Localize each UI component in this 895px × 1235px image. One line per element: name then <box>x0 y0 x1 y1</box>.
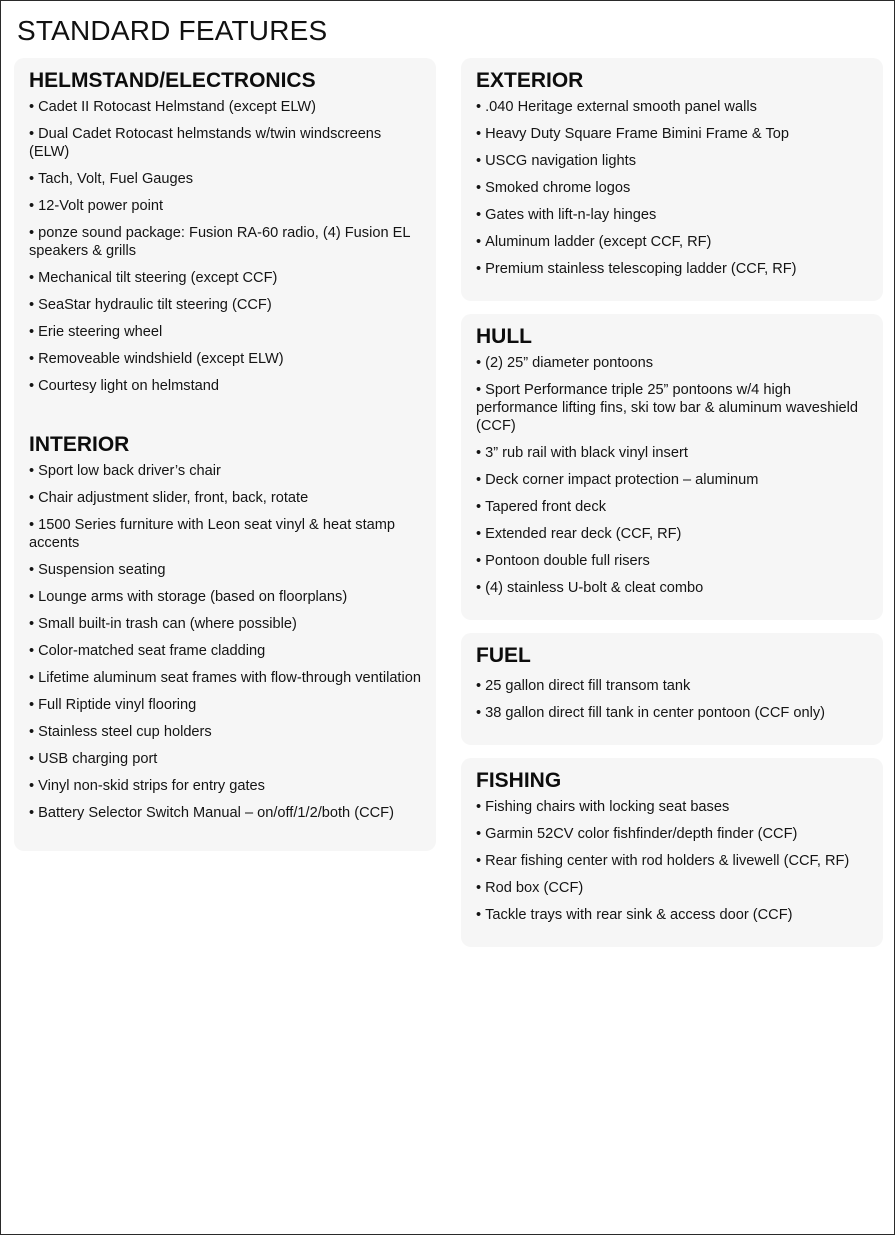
bullet-glyph: • <box>29 99 35 115</box>
bullet-glyph: • <box>476 153 482 169</box>
feature-item <box>29 669 422 687</box>
bullet-glyph: • <box>29 517 35 533</box>
feature-item <box>476 233 869 251</box>
feature-item <box>29 804 422 822</box>
feature-item <box>476 260 869 278</box>
bullet-glyph: • <box>476 853 482 869</box>
bullet-glyph: • <box>29 225 35 241</box>
bullet-glyph: • <box>476 526 482 542</box>
bullet-glyph: • <box>29 616 35 632</box>
bullet-glyph: • <box>29 643 35 659</box>
feature-text: USB charging port <box>38 751 158 767</box>
feature-text: Chair adjustment slider, front, back, rotate <box>38 490 309 506</box>
section-title-fuel: FUEL <box>476 644 531 667</box>
section-title-interior: INTERIOR <box>29 433 130 456</box>
page-title: STANDARD FEATURES <box>17 15 328 46</box>
feature-text: 12-Volt power point <box>38 198 164 214</box>
bullet-glyph: • <box>29 751 35 767</box>
bullet-glyph: • <box>476 382 482 398</box>
feature-item <box>476 498 869 516</box>
section-title-exterior: EXTERIOR <box>476 69 584 92</box>
bullet-glyph: • <box>476 826 482 842</box>
exterior-panel <box>461 58 883 301</box>
feature-item <box>476 152 869 170</box>
feature-text: Vinyl non-skid strips for entry gates <box>38 778 265 794</box>
feature-text: Tackle trays with rear sink & access door (CCF) <box>485 907 793 923</box>
feature-text: Suspension seating <box>38 562 166 578</box>
bullet-glyph: • <box>29 805 35 821</box>
feature-text: Color-matched seat frame cladding <box>38 643 266 659</box>
feature-item <box>29 98 422 116</box>
bullet-glyph: • <box>29 351 35 367</box>
feature-item <box>476 825 869 843</box>
fishing-panel <box>461 758 883 947</box>
feature-item <box>29 197 422 215</box>
fishing-list <box>476 798 869 924</box>
feature-text: SeaStar hydraulic tilt steering (CCF) <box>38 297 272 313</box>
bullet-glyph: • <box>29 670 35 686</box>
bullet-glyph: • <box>29 378 35 394</box>
feature-text: Sport Performance triple 25” pontoons w/4 high performance lifting fins, ski tow bar & aluminum waveshield (CCF) <box>476 382 859 434</box>
feature-text: Fishing chairs with locking seat bases <box>485 799 730 815</box>
feature-text: Tapered front deck <box>485 499 606 515</box>
feature-text: Garmin 52CV color fishfinder/depth finder (CCF) <box>485 826 798 842</box>
feature-text: Pontoon double full risers <box>485 553 650 569</box>
fuel-list <box>476 677 869 722</box>
helmstand-interior-panel <box>14 58 436 851</box>
feature-text: Full Riptide vinyl flooring <box>38 697 197 713</box>
feature-item <box>476 354 869 372</box>
feature-item <box>476 852 869 870</box>
feature-item <box>29 750 422 768</box>
bullet-glyph: • <box>29 198 35 214</box>
feature-text: Removeable windshield (except ELW) <box>38 351 284 367</box>
feature-item <box>476 552 869 570</box>
feature-text: Smoked chrome logos <box>485 180 631 196</box>
feature-item <box>29 516 422 552</box>
feature-text: Rear fishing center with rod holders & livewell (CCF, RF) <box>485 853 850 869</box>
feature-text: ponze sound package: Fusion RA-60 radio, (4) Fusion EL speakers & grills <box>29 225 410 259</box>
bullet-glyph: • <box>29 562 35 578</box>
bullet-glyph: • <box>476 180 482 196</box>
section-title-helmstand: HELMSTAND/ELECTRONICS <box>29 69 316 92</box>
bullet-glyph: • <box>29 324 35 340</box>
feature-text: Erie steering wheel <box>38 324 163 340</box>
feature-text: Tach, Volt, Fuel Gauges <box>38 171 194 187</box>
feature-item <box>29 377 422 395</box>
hull-list <box>476 354 869 597</box>
feature-text: Deck corner impact protection – aluminum <box>485 472 759 488</box>
feature-item <box>29 588 422 606</box>
feature-text: Aluminum ladder (except CCF, RF) <box>485 234 712 250</box>
fuel-panel <box>461 633 883 745</box>
bullet-glyph: • <box>29 126 35 142</box>
bullet-glyph: • <box>476 799 482 815</box>
feature-item <box>29 350 422 368</box>
helmstand-list <box>29 98 422 395</box>
feature-text: Rod box (CCF) <box>485 880 584 896</box>
bullet-glyph: • <box>476 678 482 694</box>
feature-item <box>476 579 869 597</box>
feature-text: Stainless steel cup holders <box>38 724 212 740</box>
bullet-glyph: • <box>476 580 482 596</box>
feature-item <box>29 269 422 287</box>
feature-item <box>476 906 869 924</box>
feature-text: Heavy Duty Square Frame Bimini Frame & Top <box>485 126 789 142</box>
feature-text: Gates with lift-n-lay hinges <box>485 207 657 223</box>
feature-text: Courtesy light on helmstand <box>38 378 220 394</box>
feature-text: USCG navigation lights <box>485 153 636 169</box>
feature-text: Sport low back driver’s chair <box>38 463 221 479</box>
feature-item <box>476 179 869 197</box>
feature-item <box>476 125 869 143</box>
bullet-glyph: • <box>29 297 35 313</box>
feature-item <box>29 296 422 314</box>
feature-item <box>29 170 422 188</box>
feature-text: (4) stainless U-bolt & cleat combo <box>485 580 704 596</box>
bullet-glyph: • <box>29 490 35 506</box>
feature-item <box>29 723 422 741</box>
bullet-glyph: • <box>29 778 35 794</box>
feature-item <box>29 561 422 579</box>
feature-item <box>476 879 869 897</box>
feature-text: Dual Cadet Rotocast helmstands w/twin windscreens (ELW) <box>29 126 382 160</box>
feature-text: (2) 25” diameter pontoons <box>485 355 654 371</box>
feature-item <box>29 125 422 161</box>
feature-item <box>29 777 422 795</box>
feature-item <box>29 642 422 660</box>
feature-item <box>29 323 422 341</box>
feature-text: Lifetime aluminum seat frames with flow-through ventilation <box>38 670 421 686</box>
bullet-glyph: • <box>29 589 35 605</box>
feature-item <box>476 525 869 543</box>
feature-item <box>476 471 869 489</box>
interior-list <box>29 462 422 822</box>
bullet-glyph: • <box>29 724 35 740</box>
section-title-fishing: FISHING <box>476 769 562 792</box>
bullet-glyph: • <box>476 445 482 461</box>
feature-text: 25 gallon direct fill transom tank <box>485 678 691 694</box>
feature-text: .040 Heritage external smooth panel walls <box>485 99 757 115</box>
feature-item <box>476 704 869 722</box>
exterior-list <box>476 98 869 278</box>
bullet-glyph: • <box>476 234 482 250</box>
bullet-glyph: • <box>476 553 482 569</box>
bullet-glyph: • <box>476 499 482 515</box>
right-column <box>461 58 883 960</box>
feature-text: Extended rear deck (CCF, RF) <box>485 526 682 542</box>
feature-item <box>476 381 869 435</box>
bullet-glyph: • <box>476 261 482 277</box>
bullet-glyph: • <box>476 126 482 142</box>
section-title-hull: HULL <box>476 325 532 348</box>
bullet-glyph: • <box>476 472 482 488</box>
bullet-glyph: • <box>29 697 35 713</box>
feature-text: Mechanical tilt steering (except CCF) <box>38 270 278 286</box>
feature-item <box>476 444 869 462</box>
feature-text: Premium stainless telescoping ladder (CCF, RF) <box>485 261 797 277</box>
bullet-glyph: • <box>29 270 35 286</box>
bullet-glyph: • <box>476 99 482 115</box>
feature-text: 38 gallon direct fill tank in center pontoon (CCF only) <box>485 705 825 721</box>
feature-item <box>476 206 869 224</box>
feature-item <box>29 615 422 633</box>
bullet-glyph: • <box>476 207 482 223</box>
feature-item <box>29 224 422 260</box>
feature-item <box>476 677 869 695</box>
hull-panel <box>461 314 883 620</box>
bullet-glyph: • <box>476 705 482 721</box>
left-column <box>14 58 436 864</box>
feature-text: Small built-in trash can (where possible) <box>38 616 297 632</box>
feature-text: 3” rub rail with black vinyl insert <box>485 445 688 461</box>
bullet-glyph: • <box>476 907 482 923</box>
feature-text: Cadet II Rotocast Helmstand (except ELW) <box>38 99 317 115</box>
feature-item <box>476 98 869 116</box>
bullet-glyph: • <box>476 355 482 371</box>
bullet-glyph: • <box>476 880 482 896</box>
feature-item <box>29 462 422 480</box>
feature-text: Battery Selector Switch Manual – on/off/1/2/both (CCF) <box>38 805 394 821</box>
feature-item <box>29 489 422 507</box>
bullet-glyph: • <box>29 463 35 479</box>
feature-item <box>476 798 869 816</box>
feature-text: Lounge arms with storage (based on floorplans) <box>38 589 348 605</box>
bullet-glyph: • <box>29 171 35 187</box>
feature-item <box>29 696 422 714</box>
feature-text: 1500 Series furniture with Leon seat vinyl & heat stamp accents <box>29 517 396 551</box>
